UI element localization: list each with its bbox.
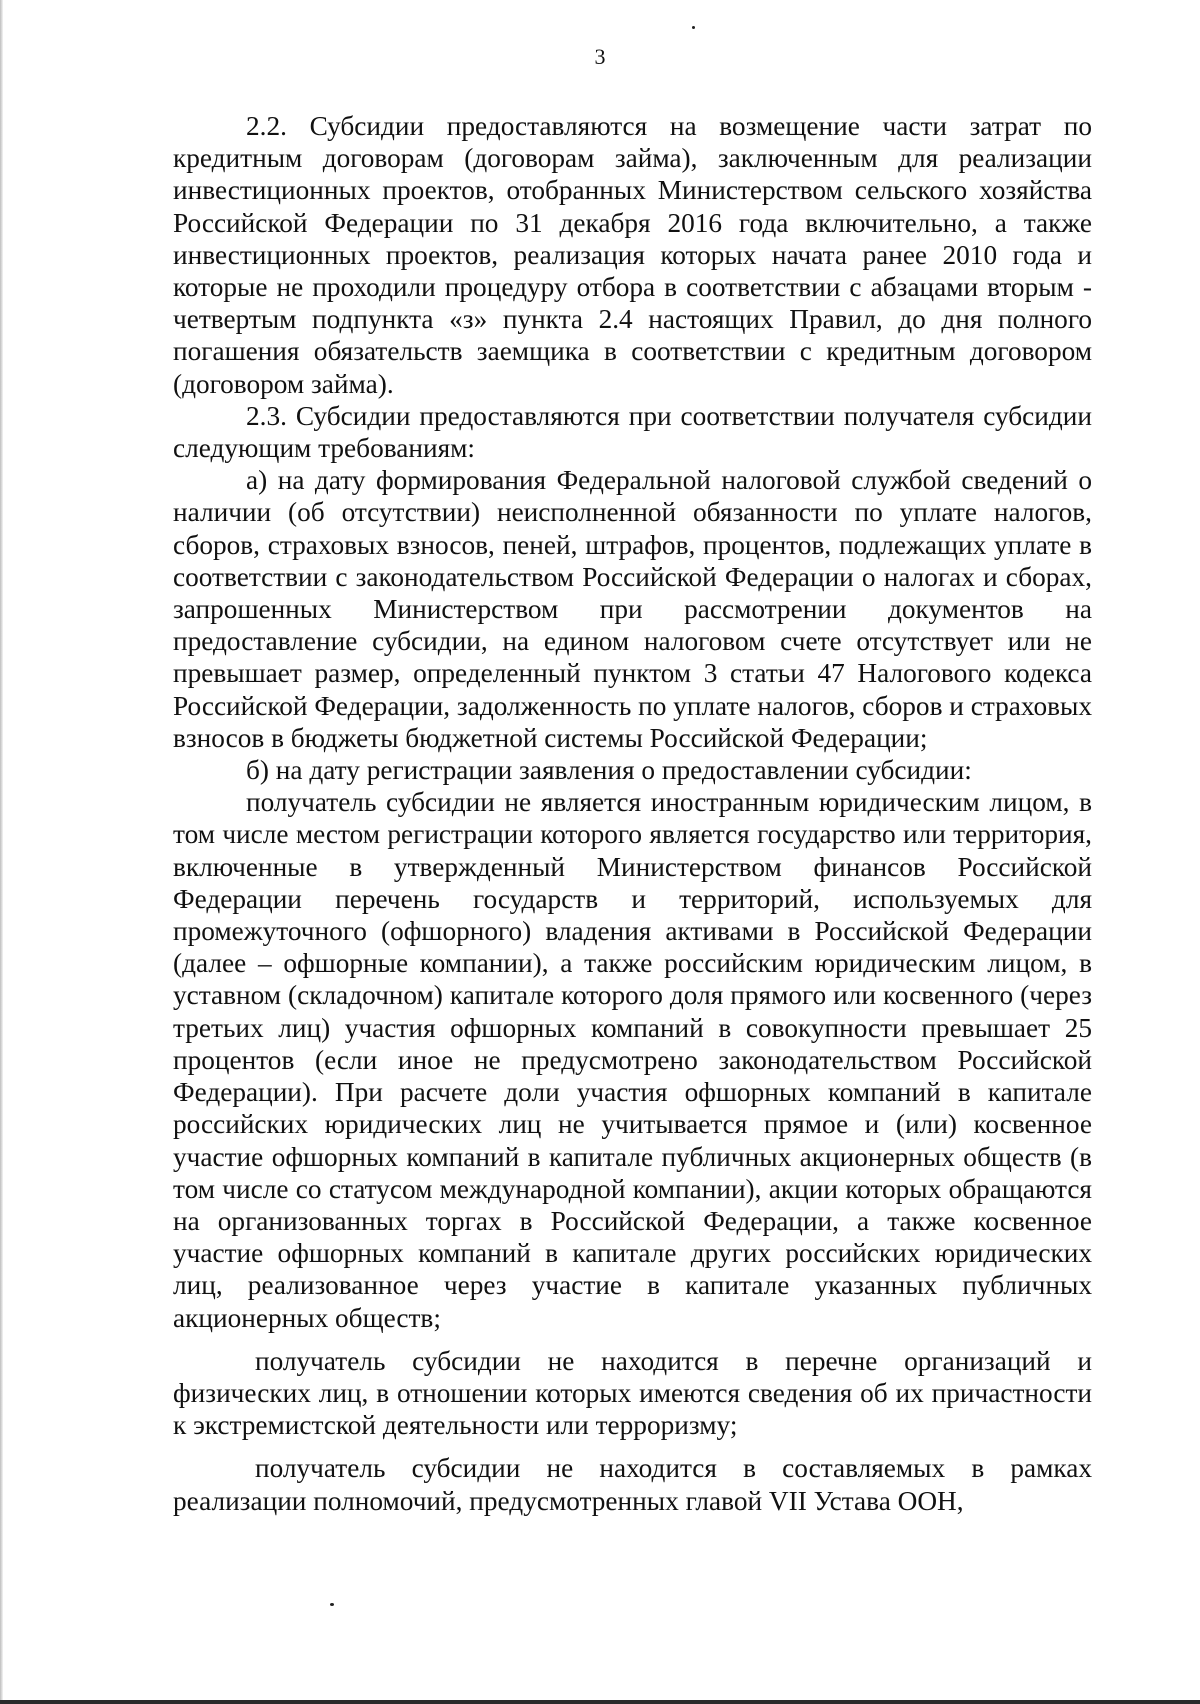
- document-body: [173, 110, 1092, 1517]
- scan-speck: [692, 26, 695, 29]
- offshore-requirement-paragraph: получатель субсидии не является иностранным юридическим лицом, в том числе местом регистрации которого является государство или территория, включенные в утвержденный Министерством финансов Российской Федерации перечень государств и территорий, используемых для промежуточного (офшорного) владения активами в Российской Федерации (далее – офшорные компании), а также российским юридическим лицом, в уставном (складочном) капитале которого доля прямого или косвенного (через третьих лиц) участия офшорных компаний в совокупности превышает 25 процентов (если иное не предусмотрено законодательством Российской Федерации). При расчете доли участия офшорных компаний в капитале российских юридических лиц не учитывается прямое и (или) косвенное участие офшорных компаний в капитале публичных акционерных обществ (в том числе со статусом международной компании), акции которых обращаются на организованных торгах в Российской Федерации, а также косвенное участие офшорных компаний в капитале других российских юридических лиц, реализованное через участие в капитале указанных публичных акционерных обществ;: [173, 787, 1092, 1333]
- paragraph-2-2: 2.2. Субсидии предоставляются на возмещение части затрат по кредитным договорам (договорам займа), заключенным для реализации инвестиционных проектов, отобранных Министерством сельского хозяйства Российской Федерации по 31 декабря 2016 года включительно, а также инвестиционных проектов, реализация которых начата ранее 2010 года и которые не проходили процедуру отбора в соответствии с абзацами вторым - четвертым подпункта «з» пункта 2.4 настоящих Правил, до дня полного погашения обязательств заемщика в соответствии с кредитным договором (договором займа).: [173, 111, 1092, 399]
- un-charter-paragraph: получатель субсидии не находится в составляемых в рамках реализации полномочий, предусмотренных главой VII Устава ООН,: [173, 1453, 1092, 1516]
- extremism-list-paragraph: получатель субсидии не находится в перечне организаций и физических лиц, в отношении которых имеются сведения об их причастности к экстремистской деятельности или терроризму;: [173, 1345, 1092, 1441]
- scan-bottom-edge: [0, 1700, 1200, 1704]
- paragraph-2-3: 2.3. Субсидии предоставляются при соответствии получателя субсидии следующим требованиям:: [173, 400, 1092, 464]
- subparagraph-b: б) на дату регистрации заявления о предоставлении субсидии:: [246, 755, 972, 786]
- page-number: 3: [594, 44, 606, 69]
- scan-speck: [330, 1603, 334, 1606]
- subparagraph-a: а) на дату формирования Федеральной налоговой службой сведений о наличии (об отсутствии) неисполненной обязанности по уплате налогов, сборов, страховых взносов, пеней, штрафов, процентов, подлежащих уплате в соответствии с законодательством Российской Федерации о налогах и сборах, запрошенных Министерством при рассмотрении документов на предоставление субсидии, на едином налоговом счете отсутствует или не превышает размер, определенный пунктом 3 статьи 47 Налогового кодекса Российской Федерации, задолженность по уплате налогов, сборов и страховых взносов в бюджеты бюджетной системы Российской Федерации;: [173, 465, 1092, 753]
- scan-left-edge: [0, 0, 3, 1704]
